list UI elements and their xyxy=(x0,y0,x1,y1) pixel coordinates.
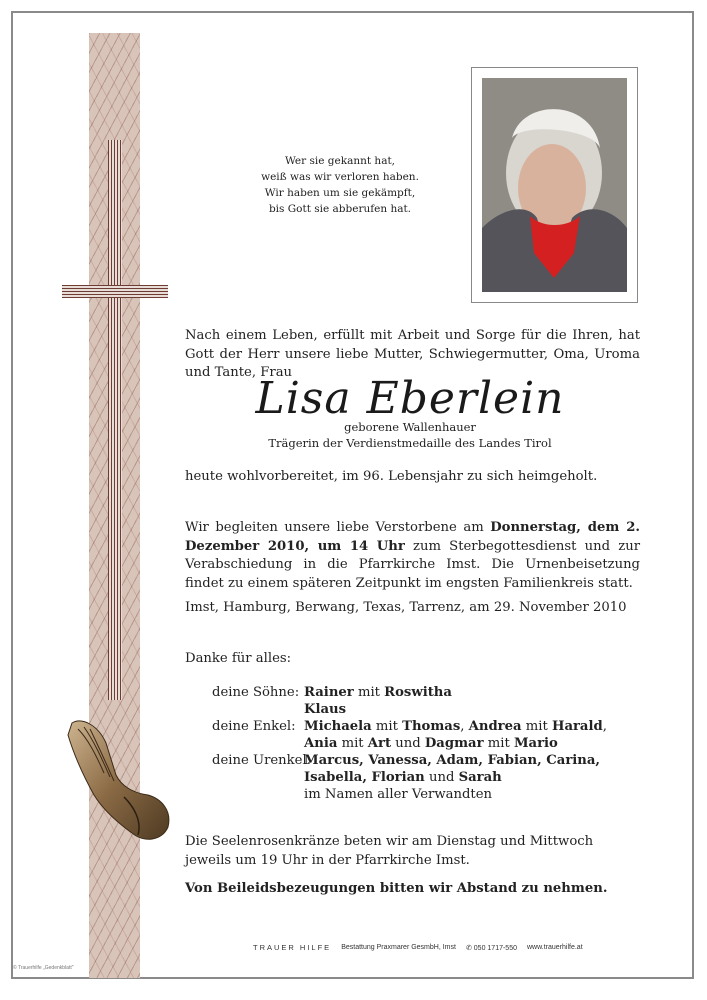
grandchildren-line-1 xyxy=(304,718,607,735)
family-name: Klaus xyxy=(304,702,347,717)
family-name: Sarah xyxy=(458,770,502,785)
grandchildren-label: deine Enkel: xyxy=(212,719,296,734)
service-text xyxy=(185,519,640,593)
connector: mit xyxy=(521,719,552,734)
cross-vertical-beam xyxy=(108,140,122,700)
portrait-photo xyxy=(482,78,627,292)
footer-brand: TRAUER HILFE xyxy=(253,943,332,952)
family-name: Thomas xyxy=(402,719,461,734)
footer-company: Bestattung Praxmarer GesmbH, Imst xyxy=(341,944,456,951)
sons-line-1 xyxy=(304,684,452,701)
family-name: Mario xyxy=(513,736,558,751)
family-name: Rainer xyxy=(304,685,354,700)
great-grandchildren-line-2 xyxy=(304,769,502,786)
service-text-start: Wir begleiten unsere liebe Verstorbene am xyxy=(185,520,491,535)
relatives-line: im Namen aller Verwandten xyxy=(304,787,493,802)
footer xyxy=(253,943,583,952)
footer-web: www.trauerhilfe.at xyxy=(527,944,583,951)
great-grandchildren-line-1 xyxy=(304,752,600,769)
place-date: Imst, Hamburg, Berwang, Texas, Tarrenz, am 29. November 2010 xyxy=(185,600,627,615)
sons-line-2 xyxy=(304,701,346,718)
grandchildren-line-2 xyxy=(304,735,558,752)
praying-hands-icon xyxy=(64,715,174,845)
copyright: © Trauerhilfe „Gedenkblatt" xyxy=(13,965,74,971)
family-name: Roswitha xyxy=(384,685,452,700)
condolence-text xyxy=(185,880,640,899)
service-text-end: zum Sterbegottesdienst und zur Verabschiedung in die Pfarrkirche Imst. Die Urnenbeisetzung findet zu einem späteren Zeitpunkt im engsten Familienkreis statt. xyxy=(185,538,640,591)
poem xyxy=(240,153,440,217)
portrait-frame xyxy=(471,67,638,303)
rosary-text: Die Seelenrosenkränze beten wir am Dienstag und Mittwoch jeweils um 19 Uhr in der Pfarrkirche Imst. xyxy=(185,834,594,868)
deceased-name: Lisa Eberlein xyxy=(255,373,565,424)
family-name: Dagmar xyxy=(424,736,484,751)
service-date: Donnerstag, dem 2. Dezember 2010, um 14 Uhr xyxy=(185,520,640,554)
family-name: Isabella, Florian xyxy=(304,770,425,785)
connector: , xyxy=(602,719,607,734)
honor-line: Trägerin der Verdienstmedaille des Landes Tirol xyxy=(268,436,552,450)
family-name: Andrea xyxy=(468,719,522,734)
connector: , xyxy=(460,719,469,734)
phone-icon: ✆ xyxy=(465,944,472,952)
poem-line: bis Gott sie abberufen hat. xyxy=(268,203,412,215)
family-name: Michaela xyxy=(304,719,372,734)
portrait-illustration xyxy=(482,78,627,292)
poem-line: Wer sie gekannt hat, xyxy=(284,155,396,167)
condolence-bold: Von Beileidsbezeugungen bitten wir Abstand zu nehmen. xyxy=(185,881,608,896)
maiden-name: geborene Wallenhauer xyxy=(344,420,476,434)
intro-text: Nach einem Leben, erfüllt mit Arbeit und Sorge für die Ihren, hat Gott der Herr unsere liebe Mutter, Schwiegermutter, Oma, Uroma und Tante, Frau xyxy=(185,328,640,380)
thanks-line: Danke für alles: xyxy=(185,651,292,666)
family-name: Art xyxy=(367,736,392,751)
connector: mit xyxy=(337,736,368,751)
poem-line: Wir haben um sie gekämpft, xyxy=(264,187,416,199)
family-name: Ania xyxy=(304,736,338,751)
connector: und xyxy=(391,736,425,751)
age-line: heute wohlvorbereitet, im 96. Lebensjahr zu sich heimgeholt. xyxy=(185,469,598,484)
great-grandchildren-label: deine Urenkel: xyxy=(212,753,312,768)
poem-line: weiß was wir verloren haben. xyxy=(261,171,419,183)
connector: mit xyxy=(483,736,514,751)
family-name: Harald xyxy=(551,719,603,734)
connector: mit xyxy=(371,719,403,734)
connector: und xyxy=(424,770,459,785)
sons-label: deine Söhne: xyxy=(212,685,300,700)
cross-horizontal-beam xyxy=(62,285,168,298)
connector: mit xyxy=(353,685,385,700)
footer-phone xyxy=(466,944,517,952)
family-name: Marcus, Vanessa, Adam, Fabian, Carina, xyxy=(304,753,601,768)
footer-phone-number: 050 1717-550 xyxy=(473,944,517,952)
